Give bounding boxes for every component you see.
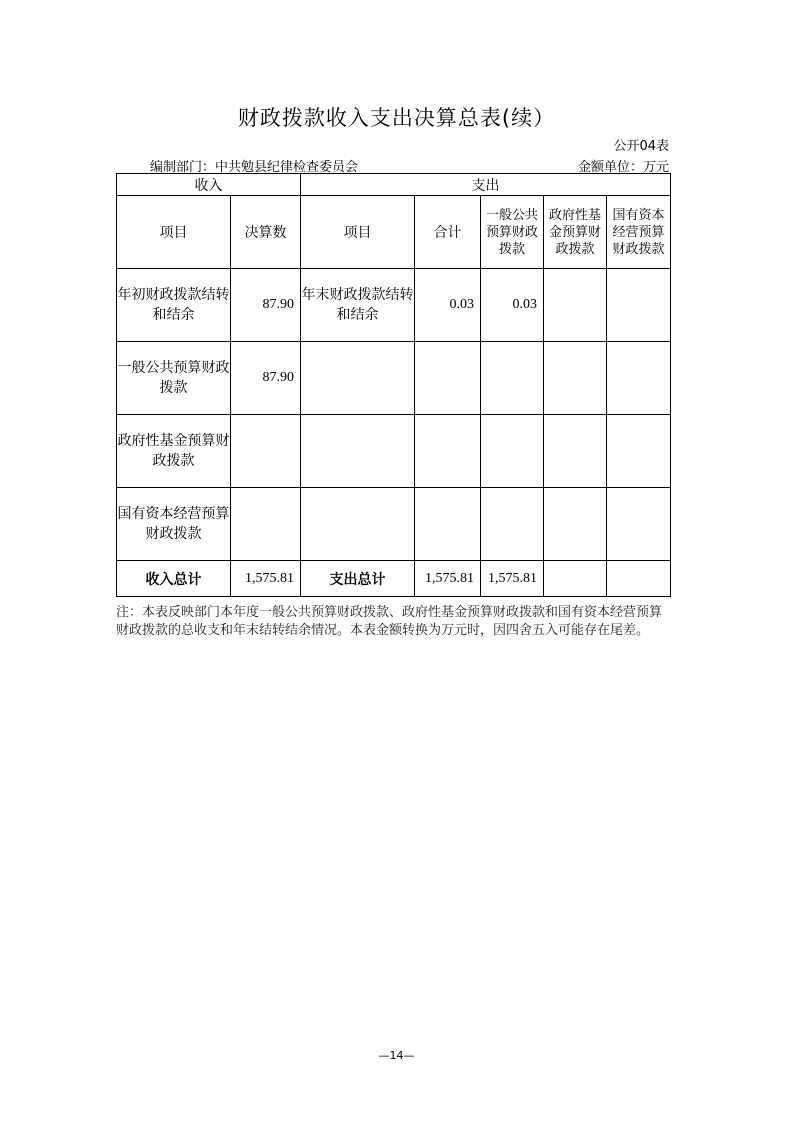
expense-total: 0.03 — [415, 269, 481, 342]
expense-gov-fund — [544, 342, 607, 415]
expense-state-capital — [607, 269, 671, 342]
section-header-row — [117, 174, 671, 196]
expense-total — [415, 415, 481, 488]
table-row — [117, 342, 671, 415]
expense-item — [301, 342, 415, 415]
income-amount: 87.90 — [231, 269, 301, 342]
income-total-label: 收入总计 — [117, 561, 231, 597]
expense-total-label: 支出总计 — [301, 561, 415, 597]
col-general-budget: 一般公共预算财政拨款 — [481, 196, 544, 269]
income-item: 年初财政拨款结转和结余 — [117, 269, 231, 342]
expense-general — [481, 342, 544, 415]
expense-total — [415, 488, 481, 561]
income-amount: 87.90 — [231, 342, 301, 415]
page-title: 财政拨款收入支出决算总表(续） — [237, 106, 556, 130]
expense-state-capital — [607, 488, 671, 561]
expense-gov-fund-total — [544, 561, 607, 597]
expense-gov-fund — [544, 415, 607, 488]
budget-table — [116, 173, 671, 597]
expense-item: 年末财政拨款结转和结余 — [301, 269, 415, 342]
income-item: 政府性基金预算财政拨款 — [117, 415, 231, 488]
expense-state-capital — [607, 415, 671, 488]
expense-grand-total: 1,575.81 — [415, 561, 481, 597]
expense-gov-fund — [544, 269, 607, 342]
income-amount — [231, 488, 301, 561]
income-amount — [231, 415, 301, 488]
col-expense-item: 项目 — [301, 196, 415, 269]
form-code: 公开04表 — [613, 139, 669, 154]
expense-gov-fund — [544, 488, 607, 561]
col-state-capital: 国有资本经营预算财政拨款 — [607, 196, 671, 269]
expense-general: 0.03 — [481, 269, 544, 342]
expense-header: 支出 — [301, 174, 671, 196]
table-row — [117, 488, 671, 561]
column-header-row — [117, 196, 671, 269]
expense-general-total: 1,575.81 — [481, 561, 544, 597]
income-header: 收入 — [117, 174, 301, 196]
expense-item — [301, 488, 415, 561]
amount-unit: 金额单位：万元 — [577, 160, 669, 175]
table-row — [117, 269, 671, 342]
expense-item — [301, 415, 415, 488]
col-income-item: 项目 — [117, 196, 231, 269]
col-gov-fund: 政府性基金预算财政拨款 — [544, 196, 607, 269]
col-final-amount: 决算数 — [231, 196, 301, 269]
table-note: 注：本表反映部门本年度一般公共预算财政拨款、政府性基金预算财政拨款和国有资本经营预算财政拨款的总收支和年末结转结余情况。本表金额转换为万元时，因四舍五入可能存在尾差。 — [116, 605, 663, 638]
page-number: —14— — [378, 1049, 415, 1062]
income-total-amount: 1,575.81 — [231, 561, 301, 597]
compiling-department: 编制部门：中共勉县纪律检查委员会 — [150, 160, 359, 175]
expense-state-capital — [607, 342, 671, 415]
income-item: 一般公共预算财政拨款 — [117, 342, 231, 415]
income-item: 国有资本经营预算财政拨款 — [117, 488, 231, 561]
expense-general — [481, 488, 544, 561]
table-row — [117, 415, 671, 488]
expense-total — [415, 342, 481, 415]
expense-general — [481, 415, 544, 488]
totals-row — [117, 561, 671, 597]
col-total: 合计 — [415, 196, 481, 269]
expense-state-capital-total — [607, 561, 671, 597]
